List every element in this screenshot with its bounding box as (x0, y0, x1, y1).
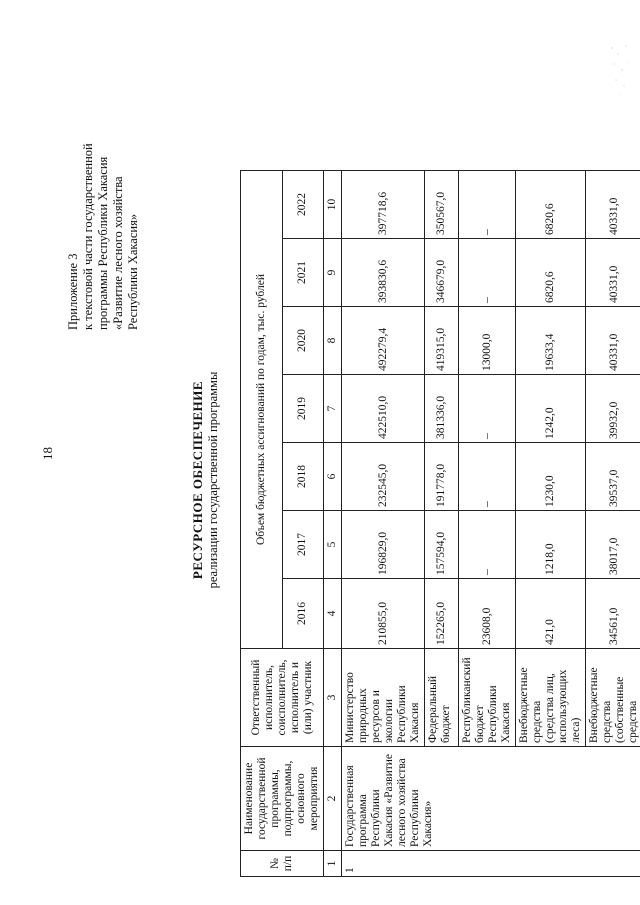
col-num: 1 (324, 851, 342, 877)
header-executor: Ответственный исполнитель, соисполнитель, исполнитель и (или) участник (241, 649, 324, 747)
value-cell: 191778,0 (425, 443, 459, 511)
value-cell: 381336,0 (425, 375, 459, 443)
value-cell: 23608,0 (459, 579, 516, 649)
appendix-line: «Развитие лесного хозяйства (111, 176, 125, 330)
col-num: 4 (324, 579, 342, 649)
executor-cell: Федеральный бюджет (425, 649, 459, 747)
col-num: 5 (324, 511, 342, 579)
year-2022: 2022 (282, 171, 324, 239)
title-line-1: РЕСУРСНОЕ ОБЕСПЕЧЕНИЕ (190, 380, 205, 580)
table-row (342, 171, 425, 877)
column-number-row (324, 171, 342, 877)
appendix-line: программы Республики Хакасия (96, 156, 110, 330)
value-cell: 492279,4 (342, 307, 425, 375)
executor-cell: Министерство природных ресурсов и экологии Республики Хакасия (342, 649, 425, 747)
value-cell: 38017,0 (586, 511, 640, 579)
resource-table (240, 170, 640, 877)
value-cell: – (459, 443, 516, 511)
header-row-1 (241, 171, 283, 877)
col-num: 2 (324, 747, 342, 851)
value-cell: 40331,0 (586, 239, 640, 307)
appendix-line: Приложение 3 (66, 253, 80, 330)
year-2018: 2018 (282, 443, 324, 511)
value-cell: 6820,6 (516, 171, 586, 239)
col-num: 3 (324, 649, 342, 747)
appendix-line: Республики Хакасия» (126, 213, 140, 330)
value-cell: 1242,0 (516, 375, 586, 443)
value-cell: 34561,0 (586, 579, 640, 649)
year-2017: 2017 (282, 511, 324, 579)
title-line-2: реализации государственной программы (206, 371, 220, 589)
year-2019: 2019 (282, 375, 324, 443)
appendix-line: к текстовой части государственной (81, 143, 95, 330)
program-name: Государственная программа Республики Хакасия «Развитие лесного хозяйства Республики Хакасия» (342, 747, 640, 851)
value-cell: 419315,0 (425, 307, 459, 375)
scan-speckle-decoration (608, 40, 632, 100)
value-cell: 196829,0 (342, 511, 425, 579)
value-cell: 346679,0 (425, 239, 459, 307)
year-2016: 2016 (282, 579, 324, 649)
col-num: 6 (324, 443, 342, 511)
value-cell: – (459, 171, 516, 239)
header-name: Наименование государственной программы, подпрограммы, основного мероприятия (241, 747, 324, 851)
value-cell: 1218,0 (516, 511, 586, 579)
col-num: 7 (324, 375, 342, 443)
value-cell: 393830,6 (342, 239, 425, 307)
appendix-note (66, 60, 141, 330)
value-cell: – (459, 239, 516, 307)
year-2021: 2021 (282, 239, 324, 307)
row-number: 1 (342, 851, 640, 877)
value-cell: 152265,0 (425, 579, 459, 649)
page-number: 18 (40, 447, 55, 460)
value-cell: 39537,0 (586, 443, 640, 511)
value-cell: 350567,0 (425, 171, 459, 239)
value-cell: – (459, 511, 516, 579)
executor-cell: Внебюджетные средства (собственные средства (586, 649, 640, 747)
value-cell: 422510,0 (342, 375, 425, 443)
value-cell: 39932,0 (586, 375, 640, 443)
value-cell: 1230,0 (516, 443, 586, 511)
value-cell: 421,0 (516, 579, 586, 649)
value-cell: 157594,0 (425, 511, 459, 579)
value-cell: 40331,0 (586, 307, 640, 375)
executor-cell: Республиканский бюджет Республики Хакасия (459, 649, 516, 747)
value-cell: 40331,0 (586, 171, 640, 239)
value-cell: 232545,0 (342, 443, 425, 511)
header-volume: Объем бюджетных ассигнований по годам, тыс. рублей (241, 171, 283, 649)
value-cell: 13000,0 (459, 307, 516, 375)
col-num: 8 (324, 307, 342, 375)
value-cell: 6820,6 (516, 239, 586, 307)
year-2020: 2020 (282, 307, 324, 375)
header-no: № п/п (241, 851, 324, 877)
col-num: 9 (324, 239, 342, 307)
executor-cell: Внебюджетные средства (средства лиц, использующих леса) (516, 649, 586, 747)
value-cell: 19633,4 (516, 307, 586, 375)
col-num: 10 (324, 171, 342, 239)
value-cell: 397718,6 (342, 171, 425, 239)
document-title (190, 265, 221, 695)
value-cell: – (459, 375, 516, 443)
value-cell: 210855,0 (342, 579, 425, 649)
